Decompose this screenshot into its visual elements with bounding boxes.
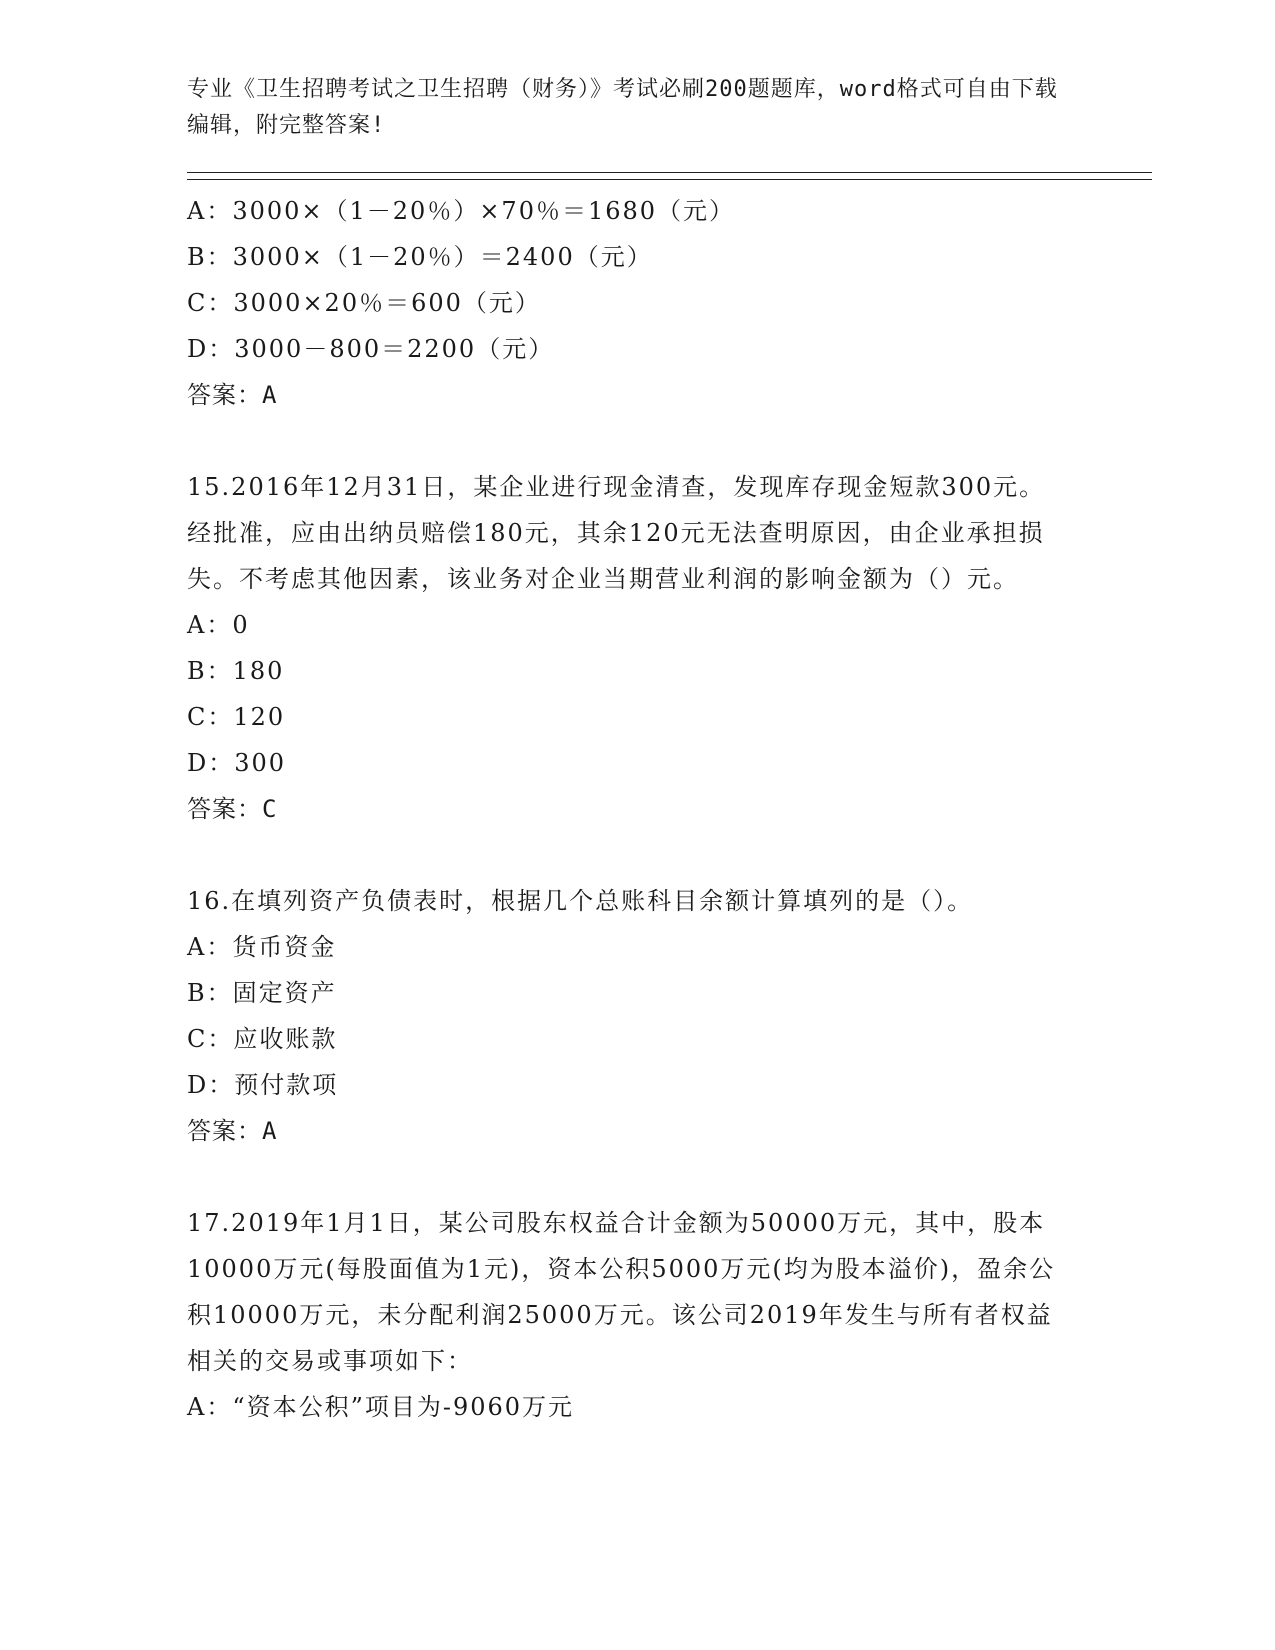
question-17	[187, 1200, 1067, 1430]
question-16	[187, 878, 1067, 1154]
option-a: A：0	[187, 611, 250, 639]
option-a: A：3000×（1－20％）×70％＝1680（元）	[187, 197, 736, 225]
answer-label: 答案：	[187, 795, 262, 823]
option-b: B：固定资产	[187, 979, 337, 1007]
option-d: D：预付款项	[187, 1071, 339, 1099]
option-c: C：3000×20％＝600（元）	[187, 289, 541, 317]
answer-label: 答案：	[187, 381, 262, 409]
spacer	[187, 832, 1067, 878]
header-rule-bottom	[187, 179, 1152, 180]
header-rule-top	[187, 172, 1152, 173]
option-b: B：180	[187, 657, 285, 685]
answer-line	[187, 786, 1067, 832]
answer-value: A	[262, 381, 278, 409]
option-d: D：3000－800＝2200（元）	[187, 335, 555, 363]
question-14	[187, 188, 1067, 418]
option-a: A：“资本公积”项目为-9060万元	[187, 1393, 575, 1421]
option-c: C：120	[187, 703, 286, 731]
question-list	[187, 188, 1067, 1430]
option-c: C：应收账款	[187, 1025, 338, 1053]
answer-value: A	[262, 1117, 278, 1145]
answer-line	[187, 1108, 1067, 1154]
option-d: D：300	[187, 749, 287, 777]
question-stem: 16.在填列资产负债表时，根据几个总账科目余额计算填列的是（）。	[187, 887, 974, 915]
document-header: 专业《卫生招聘考试之卫生招聘（财务）》考试必刷200题题库，word格式可自由下载编辑，附完整答案!	[187, 77, 1058, 138]
spacer	[187, 1154, 1067, 1200]
answer-label: 答案：	[187, 1117, 262, 1145]
question-15	[187, 464, 1067, 832]
spacer	[187, 418, 1067, 464]
question-stem: 17.2019年1月1日，某公司股东权益合计金额为50000万元，其中，股本10000万元(每股面值为1元)，资本公积5000万元(均为股本溢价)，盈余公积10000万元，未分配利润25000万元。该公司2019年发生与所有者权益相关的交易或事项如下：	[187, 1209, 1056, 1375]
option-a: A：货币资金	[187, 933, 337, 961]
answer-value: C	[262, 795, 278, 823]
option-b: B：3000×（1－20％）＝2400（元）	[187, 243, 653, 271]
question-stem: 15.2016年12月31日，某企业进行现金清查，发现库存现金短款300元。经批准，应由出纳员赔偿180元，其余120元无法查明原因，由企业承担损失。不考虑其他因素，该业务对企业当期营业利润的影响金额为（）元。	[187, 473, 1046, 593]
answer-line	[187, 372, 1067, 418]
